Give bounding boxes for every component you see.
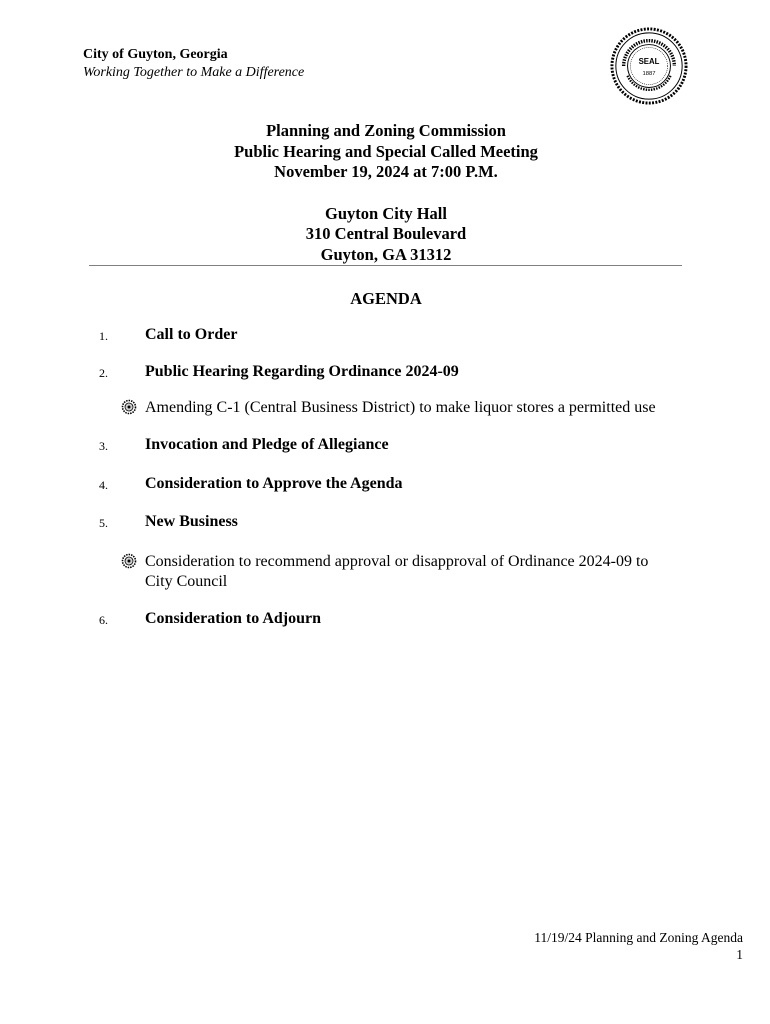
agenda-subitem-text: Amending C-1 (Central Business District) to make liquor stores a permitted use [145, 399, 656, 416]
location-venue: Guyton City Hall [325, 203, 447, 223]
title-committee: Planning and Zoning Commission [266, 121, 506, 140]
meeting-location [90, 204, 682, 266]
agenda-item-number: 1. [99, 329, 108, 343]
title-date-time: November 19, 2024 at 7:00 P.M. [274, 162, 498, 181]
agenda-item-number: 2. [99, 366, 108, 380]
meeting-title [90, 121, 682, 265]
gear-bullet-icon [121, 399, 137, 415]
agenda-item-label: Consideration to Adjourn [145, 610, 322, 627]
svg-text:1887: 1887 [642, 70, 656, 77]
agenda-item-label: Public Hearing Regarding Ordinance 2024-09 [145, 363, 459, 380]
agenda-item-number: 6. [99, 613, 108, 627]
agenda-item-label: Call to Order [145, 326, 238, 343]
agenda-subitem-text: Consideration to recommend approval or disapproval of Ordinance 2024-09 to City Council [145, 553, 649, 590]
location-street: 310 Central Boulevard [305, 224, 467, 243]
agenda-item-label: Invocation and Pledge of Allegiance [145, 436, 389, 453]
org-motto: Working Together to Make a Difference [83, 65, 305, 80]
agenda-item-label: New Business [145, 513, 238, 530]
location-city: Guyton, GA 31312 [320, 244, 452, 264]
gear-bullet-icon [121, 553, 137, 569]
page-number: 1 [736, 947, 743, 962]
agenda-heading: AGENDA [350, 289, 422, 308]
city-seal-icon [610, 27, 688, 105]
svg-text:SEAL: SEAL [638, 57, 660, 67]
agenda-item-number: 3. [99, 439, 108, 453]
page-footer [534, 929, 743, 963]
footer-label: 11/19/24 Planning and Zoning Agenda [534, 930, 743, 945]
header-divider [89, 265, 682, 266]
agenda-item-number: 5. [99, 516, 108, 530]
agenda-item-label: Consideration to Approve the Agenda [145, 475, 403, 492]
agenda-item-number: 4. [99, 478, 108, 492]
org-name: City of Guyton, Georgia [83, 47, 228, 62]
title-meeting-type: Public Hearing and Special Called Meeting [234, 141, 538, 161]
